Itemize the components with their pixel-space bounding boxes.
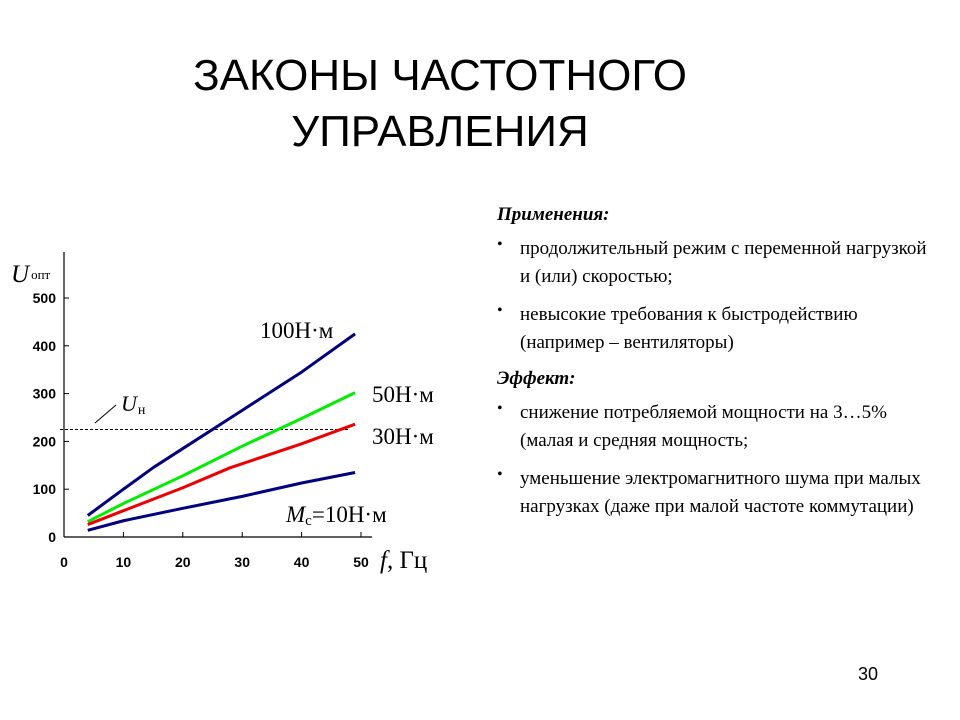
x-tick-label: 50 xyxy=(353,554,369,570)
title-line-2: УПРАВЛЕНИЯ xyxy=(291,107,589,156)
x-tick-label: 20 xyxy=(175,554,191,570)
frequency-control-chart xyxy=(0,0,460,600)
chart-axes xyxy=(64,252,372,537)
series-label-0: 100Н·м xyxy=(260,318,334,343)
x-axis-label: f, Гц xyxy=(380,547,428,574)
bullet-icon: • xyxy=(497,302,503,319)
x-tick-label: 0 xyxy=(60,554,68,570)
applications-item-text: продолжительный режим с переменной нагрузкой и (или) скоростью; xyxy=(520,238,927,287)
effect-item-text: уменьшение электромагнитного шума при малых нагрузках (даже при малой частоте коммутации) xyxy=(520,468,921,517)
y-tick-label: 400 xyxy=(32,337,56,354)
effect-heading: Эффект: xyxy=(497,368,576,389)
reference-label-leader xyxy=(95,405,116,423)
series-label-3: Mс=10Н·м xyxy=(286,502,387,529)
y-tick-label: 500 xyxy=(32,290,56,306)
x-tick-label: 10 xyxy=(115,554,132,570)
y-axis-label: Uопт xyxy=(11,261,51,288)
y-tick-label: 300 xyxy=(32,385,56,402)
series-label-1: 50Н·м xyxy=(372,382,434,407)
info-panel xyxy=(497,203,937,531)
series-label-2: 30Н·м xyxy=(372,424,434,449)
x-axis-unit: , Гц xyxy=(386,547,428,574)
effect-item xyxy=(497,465,937,521)
x-tick-label: 30 xyxy=(234,554,250,570)
applications-item xyxy=(497,301,937,357)
reference-line-label: Uн xyxy=(121,391,146,418)
x-tick-label: 40 xyxy=(293,554,310,570)
bullet-icon: • xyxy=(497,400,503,417)
applications-heading: Применения: xyxy=(497,204,610,225)
y-tick-label: 100 xyxy=(32,481,56,498)
applications-item xyxy=(497,235,937,291)
title-line-1: ЗАКОНЫ ЧАСТОТНОГО xyxy=(193,51,687,100)
y-tick-label: 0 xyxy=(48,529,56,545)
bullet-icon: • xyxy=(497,236,503,253)
y-tick-label: 200 xyxy=(32,433,56,450)
page-number: 30 xyxy=(858,664,879,684)
y-axis-label-sub: опт xyxy=(31,267,51,282)
effect-item xyxy=(497,399,937,455)
bullet-icon: • xyxy=(497,466,503,483)
series-line-0 xyxy=(88,334,355,516)
applications-item-text: невысокие требования к быстродействию (например – вентиляторы) xyxy=(520,304,858,353)
effect-item-text: снижение потребляемой мощности на 3…5% (малая и средняя мощность; xyxy=(520,402,887,451)
